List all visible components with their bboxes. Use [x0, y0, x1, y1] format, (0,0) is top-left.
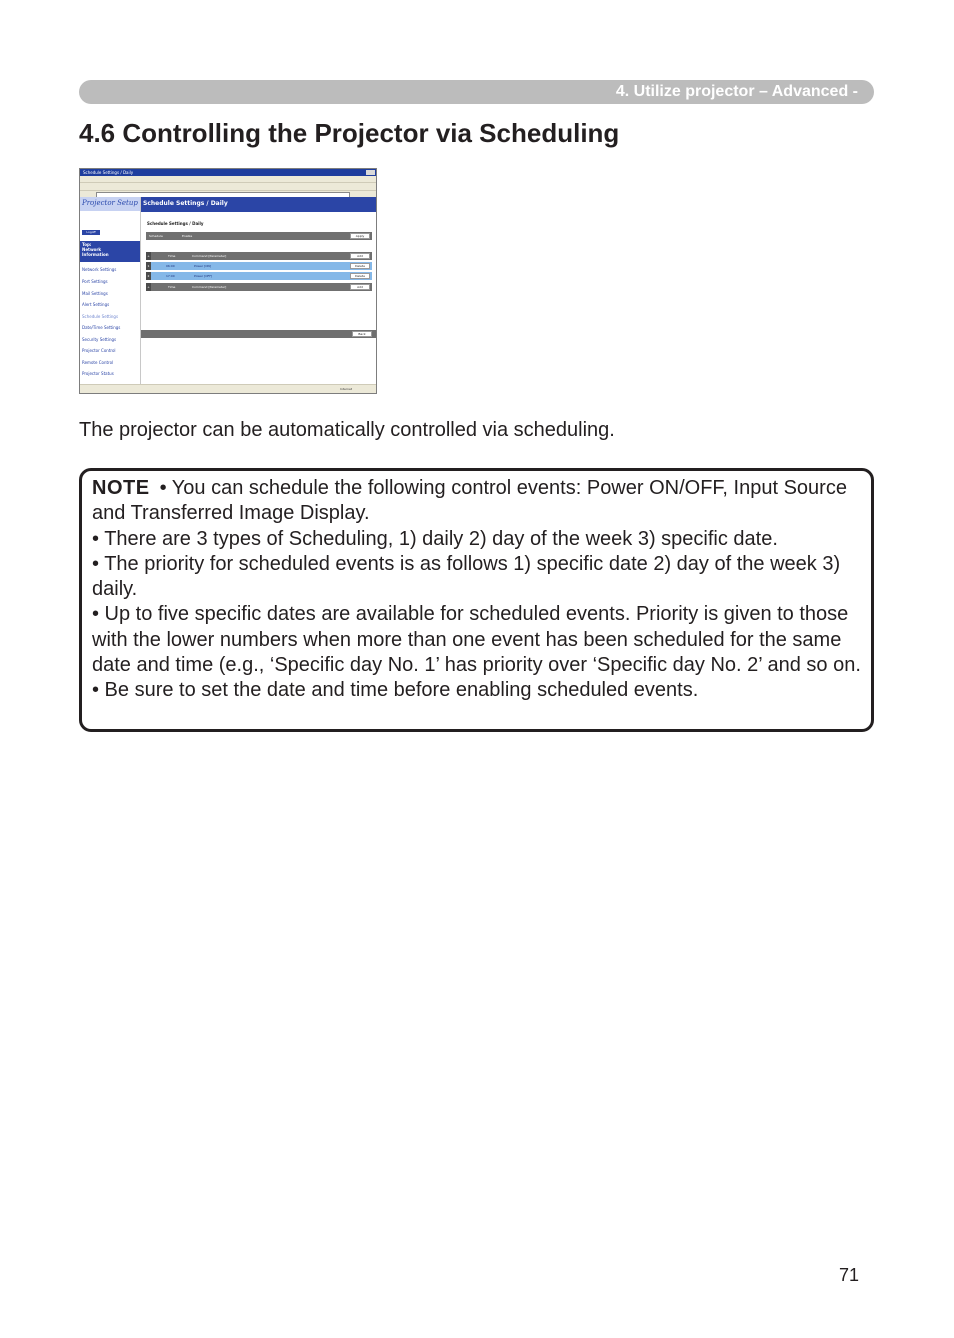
menu-remote-control: Remote Control: [82, 360, 114, 365]
window-close-icon: [366, 170, 375, 175]
schedule-enable-row: Schedule Enable Apply: [146, 232, 372, 240]
schedule-header-row: + Time Command [Parameter] Add: [146, 252, 372, 260]
note-label: NOTE: [92, 477, 150, 499]
top-network-information: Top: Network Information: [80, 241, 140, 262]
note-item: • The priority for scheduled events is as follows 1) specific date 2) day of the week 3) daily.: [92, 552, 841, 601]
note-item: • There are 3 types of Scheduling, 1) daily 2) day of the week 3) specific date.: [92, 527, 778, 550]
menu-alert-settings: Alert Settings: [82, 302, 110, 307]
note-item: • Up to five specific dates are available for scheduled events. Priority is given to those with the lower numbers when more than one event has been scheduled for the same date and time (e.g., ‘Specific day No. 1’ has priority over ‘Specific day No. 2’ and so on.: [92, 603, 861, 677]
chapter-header-bar: [79, 80, 874, 104]
schedule-event-row: 1 06:00 Power [ON] Delete: [146, 262, 372, 270]
menu-port-settings: Port Settings: [82, 279, 108, 284]
schedule-subtitle: Schedule Settings / Daily: [147, 221, 204, 226]
projector-setup-logo: Projector Setup: [80, 197, 140, 211]
delete-button: Delete: [350, 263, 370, 269]
schedule-event-row: 2 17:00 Power [OFF] Delete: [146, 272, 372, 280]
logoff-button: Logoff: [82, 230, 100, 235]
menu-projector-control: Projector Control: [82, 348, 116, 353]
note-item: • Be sure to set the date and time before enabling scheduled events.: [92, 679, 699, 702]
intro-paragraph: The projector can be automatically controlled via scheduling.: [79, 419, 615, 441]
menu-security-settings: Security Settings: [82, 337, 117, 342]
browser-titlebar: [80, 169, 376, 176]
note-box: [79, 468, 874, 732]
page-number: 71: [839, 1265, 860, 1285]
delete-button: Delete: [350, 273, 370, 279]
content-divider: [141, 330, 376, 338]
menu-mail-settings: Mail Settings: [82, 291, 108, 296]
screenshot-content: [141, 197, 376, 386]
schedule-page-title-bar: Schedule Settings / Daily: [141, 197, 376, 212]
section-title: 4.6 Controlling the Projector via Scheduling: [79, 118, 620, 148]
menu-schedule-settings: Schedule Settings: [82, 314, 119, 319]
back-button: Back: [352, 331, 372, 337]
menu-date-time-settings: Date/Time Settings: [82, 325, 121, 330]
add-button: Add: [350, 284, 370, 290]
screenshot-figure: [79, 168, 377, 394]
apply-button: Apply: [350, 233, 370, 239]
browser-title-text: Schedule Settings / Daily: [83, 170, 134, 175]
menu-projector-status: Projector Status: [82, 371, 114, 376]
add-button: Add: [350, 253, 370, 259]
screenshot-sidebar: [80, 197, 141, 386]
chapter-title: 4. Utilize projector – Advanced -: [615, 83, 858, 100]
note-item: NOTE • You can schedule the following control events: Power ON/OFF, Input Source and Transferred Image Display.: [92, 477, 847, 525]
schedule-footer-row: + Time Command [Parameter] Add: [146, 283, 372, 291]
browser-statusbar: Internet: [80, 384, 376, 393]
menu-network-settings: Network Settings: [82, 267, 117, 272]
